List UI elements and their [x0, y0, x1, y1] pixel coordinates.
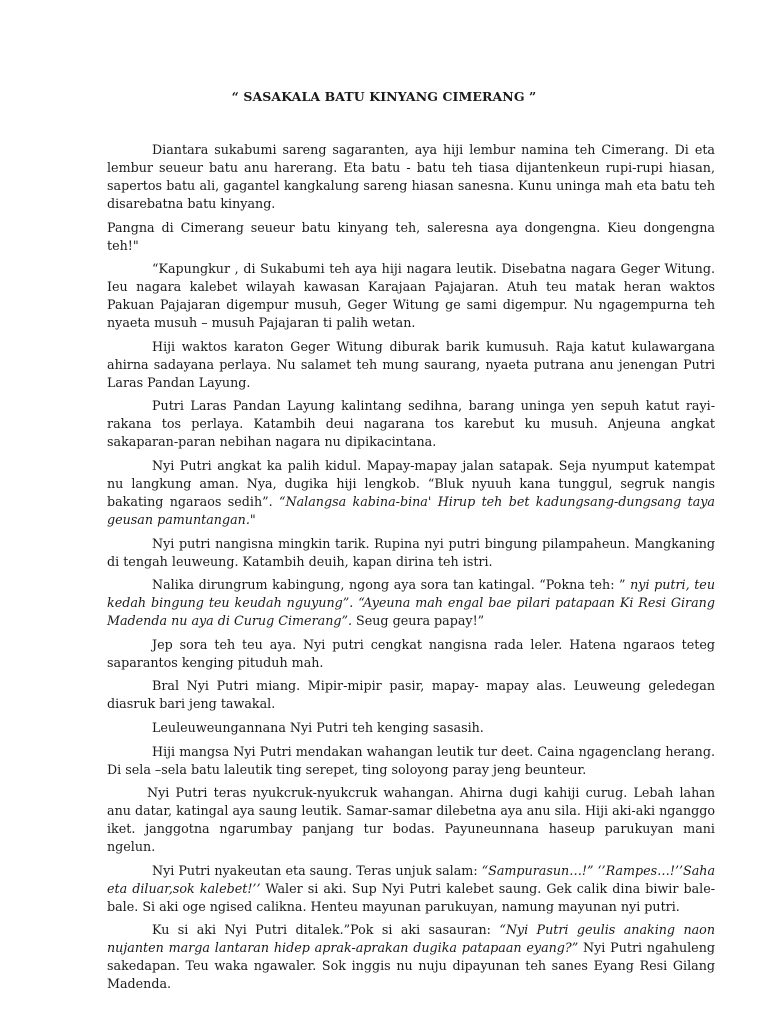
text-segment: . [349, 595, 359, 611]
italic-text-segment: “Nyi Putri geulis anaking naon nujanten marga lantaran hidep aprak-aprakan dugika patapaan eyang?” [107, 922, 715, 956]
text-segment: Putri Laras Pandan Layung kalintang sedihna, barang uninga yen sepuh katut rayi-rakana tos perlaya. Katambih deui nagarana tos karebut ku musuh. Anjeuna angkat sakaparan-paran nebihan nagara nu dipikacintana. [107, 398, 715, 450]
paragraph [107, 338, 715, 392]
italic-text-segment: “Ayeuna mah engal bae pilari patapaan Ki Resi Girang Madenda nu aya di Curug Cimerang”. [107, 595, 715, 629]
text-segment: Nyi Putri angkat ka palih kidul. Mapay-mapay jalan satapak. Seja nyumput katempat nu langkung aman. Nya, dugika hiji lengkob. “Bluk nyuuh kana tunggul, segruk nangis bakating ngaraos sedih”. [107, 457, 715, 509]
paragraph [107, 219, 715, 255]
text-segment: Nalika dirungrum kabingung, ngong aya sora tan katingal. “Pokna teh: ” [152, 577, 631, 593]
paragraph [107, 457, 715, 529]
text-segment: Waler si aki. Sup Nyi Putri kalebet saung. Gek calik dina biwir bale-bale. Si aki oge ngised calikna. Henteu mayunan parukuyan, namung mayunan nyi putri. [107, 880, 715, 914]
text-segment: Ku si aki Nyi Putri ditalek.”Pok si aki sasauran: [152, 922, 500, 938]
text-segment: Nyi Putri ngahuleng sakedapan. Teu waka ngawaler. Sok inggis nu nuju dipayunan teh sanes Eyang Resi Gilang Madenda. [107, 940, 715, 992]
paragraph [107, 862, 715, 916]
text-segment: Bral Nyi Putri miang. Mipir-mipir pasir, mapay- mapay alas. Leuweung geledegan diasruk bari jeng tawakal. [107, 678, 715, 712]
paragraph [107, 636, 715, 672]
paragraph [107, 576, 715, 630]
text-segment: Seug geura papay!” [352, 613, 485, 629]
text-segment: Nyi Putri teras nyukcruk-nyukcruk wahangan. Ahirna dugi kahiji curug. Lebah lahan anu datar, katingal aya saung leutik. Samar-samar dilebetna aya anu sila. Hiji aki-aki nganggo iket. janggotna ngarumbay panjang tur bodas. Payuneunnana haseup parukuyan mani ngelun. [107, 785, 715, 855]
document-body [107, 141, 715, 999]
text-segment: “Kapungkur , di Sukabumi teh aya hiji nagara leutik. Disebatna nagara Geger Witung. Ieu nagara kalebet wilayah kawasan Karajaan Pajajaran. Atuh teu matak heran waktos Pakuan Pajajaran digempur musuh, Geger Witung ge sami digempur. Nu ngagempurna teh nyaeta musuh – musuh Pajajaran ti palih wetan. [107, 261, 715, 331]
text-segment: Jep sora teh teu aya. Nyi putri cengkat nangisna rada leler. Hatena ngaraos teteg saparantos kenging pituduh mah. [107, 636, 715, 670]
text-segment: Nyi Putri nyakeutan eta saung. Teras unjuk salam: [152, 862, 482, 878]
italic-text-segment: “Sampurasun…!” ‘’Rampes…!’’Saha eta diluar,sok kalebet!’’ [107, 862, 716, 896]
document-title: “ SASAKALA BATU KINYANG CIMERANG ” [231, 89, 537, 104]
paragraph [107, 921, 715, 993]
text-segment: Leuleuweungannana Nyi Putri teh kenging sasasih. [152, 719, 484, 735]
italic-text-segment: “Nalangsa kabina-bina' Hirup teh bet kadungsang-dungsang taya geusan pamuntangan." [107, 493, 715, 527]
paragraph [107, 141, 715, 213]
italic-text-segment: nyi putri, teu kedah bingung teu keudah nguyung” [107, 577, 715, 611]
paragraph [107, 397, 715, 451]
text-segment: Diantara sukabumi sareng sagaranten, aya hiji lembur namina teh Cimerang. Di eta lembur seueur batu anu harerang. Eta batu - batu teh tiasa dijantenkeun rupi-rupi hiasan, sapertos batu ali, gagantel kangkalung sareng hiasan sanesna. Kunu uninga mah eta batu teh disarebatna batu kinyang. [107, 142, 715, 211]
text-segment: Hiji waktos karaton Geger Witung diburak barik kumusuh. Raja katut kulawargana ahirna sadayana perlaya. Nu salamet teh mung saurang, nyaeta putrana anu jenengan Putri Laras Pandan Layung. [107, 338, 715, 390]
text-segment: Hiji mangsa Nyi Putri mendakan wahangan leutik tur deet. Caina ngagenclang herang. Di sela –sela batu laleutik ting serepet, ting soloyong paray jeng beunteur. [107, 743, 715, 777]
paragraph [107, 260, 715, 332]
paragraph [107, 743, 715, 779]
paragraph [107, 535, 715, 571]
paragraph [107, 677, 715, 713]
text-segment: Nyi putri nangisna mingkin tarik. Rupina nyi putri bingung pilampaheun. Mangkaning di tengah leuweung. Katambih deuih, kapan dirina teh istri. [107, 535, 715, 569]
paragraph [107, 719, 715, 737]
paragraph [107, 784, 715, 856]
text-segment: Pangna di Cimerang seueur batu kinyang teh, saleresna aya dongengna. Kieu dongengna teh!" [107, 219, 715, 253]
